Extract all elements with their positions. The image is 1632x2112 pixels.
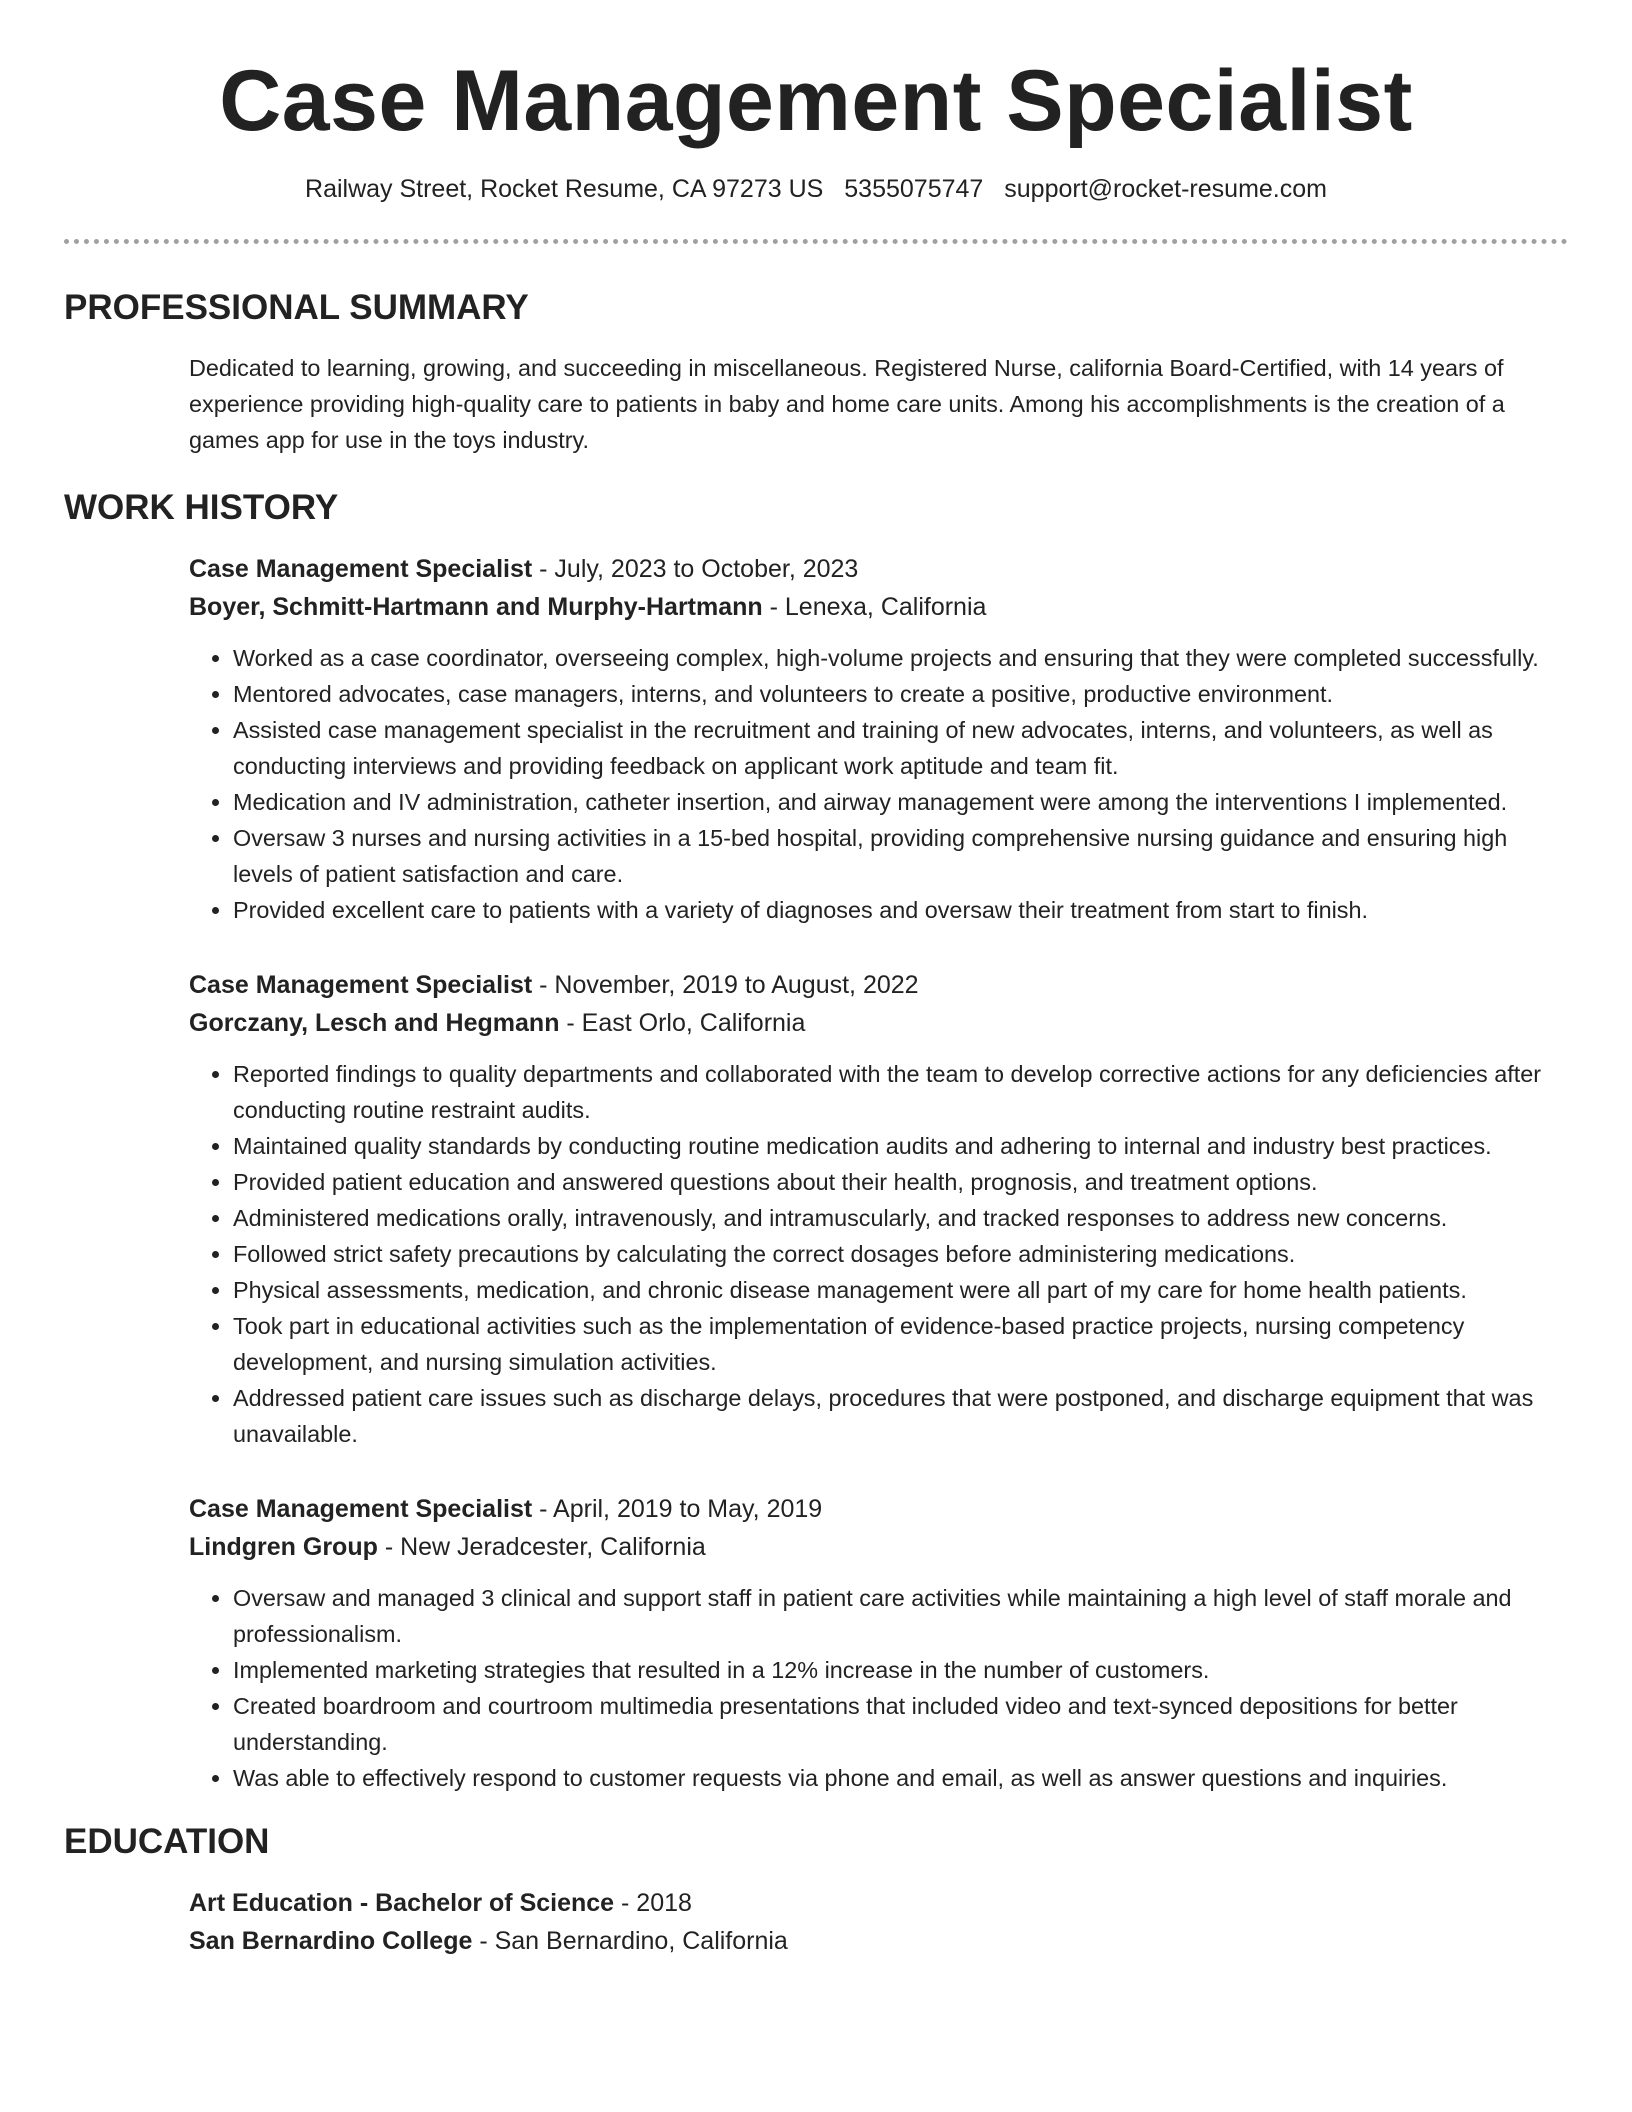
job-dates: - April, 2019 to May, 2019 xyxy=(532,1495,823,1524)
contact-email: support@rocket-resume.com xyxy=(1004,174,1327,203)
job-company-line xyxy=(189,1004,1568,1042)
education-location: - San Bernardino, California xyxy=(472,1927,788,1956)
job-bullet: • Took part in educational activities such as the implementation of evidence-based practice projects, nursing competency development, and nursing simulation activities. xyxy=(233,1308,1568,1380)
job-bullets xyxy=(189,1580,1568,1796)
job-dates: - July, 2023 to October, 2023 xyxy=(532,555,859,584)
job-bullet: • Followed strict safety precautions by calculating the correct dosages before administering medications. xyxy=(233,1236,1568,1272)
job-bullet: • Provided excellent care to patients with a variety of diagnoses and oversaw their treatment from start to finish. xyxy=(233,892,1568,928)
job-title-line xyxy=(189,966,1568,1004)
section-title-summary: PROFESSIONAL SUMMARY xyxy=(64,288,529,328)
contact-line xyxy=(64,173,1568,206)
job-bullet: • Created boardroom and courtroom multimedia presentations that included video and text-synced depositions for better understanding. xyxy=(233,1688,1568,1760)
job-entry xyxy=(189,966,1568,1452)
contact-phone: 5355075747 xyxy=(844,174,984,203)
education-degree-line xyxy=(189,1884,1568,1922)
job-title-line xyxy=(189,1490,1568,1528)
job-bullet: • Reported findings to quality departments and collaborated with the team to develop corrective actions for any deficiencies after conducting routine restraint audits. xyxy=(233,1056,1568,1128)
candidate-name: Case Management Specialist xyxy=(219,53,1413,149)
job-role: Case Management Specialist xyxy=(189,1495,533,1524)
job-bullet: • Addressed patient care issues such as discharge delays, procedures that were postponed, and discharge equipment that was unavailable. xyxy=(233,1380,1568,1452)
education-degree: Art Education - Bachelor of Science xyxy=(189,1889,615,1918)
job-company: Boyer, Schmitt-Hartmann and Murphy-Hartmann xyxy=(189,593,763,622)
section-education xyxy=(64,1822,1568,1960)
job-bullet: • Oversaw 3 nurses and nursing activities in a 15-bed hospital, providing comprehensive nursing guidance and ensuring high levels of patient satisfaction and care. xyxy=(233,820,1568,892)
job-dates: - November, 2019 to August, 2022 xyxy=(532,971,919,1000)
education-school: San Bernardino College xyxy=(189,1927,473,1956)
job-company-line xyxy=(189,588,1568,626)
job-bullet: • Worked as a case coordinator, overseeing complex, high-volume projects and ensuring that they were completed successfully. xyxy=(233,640,1568,676)
section-title-education: EDUCATION xyxy=(64,1822,270,1862)
resume-header xyxy=(64,0,1568,205)
job-role: Case Management Specialist xyxy=(189,555,533,584)
job-bullet: • Maintained quality standards by conducting routine medication audits and adhering to internal and industry best practices. xyxy=(233,1128,1568,1164)
summary-text: Dedicated to learning, growing, and succeeding in miscellaneous. Registered Nurse, california Board-Certified, with 14 years of experience providing high-quality care to patients in baby and home care units. Among his accomplishments is the creation of a games app for use in the toys industry. xyxy=(189,355,1505,454)
job-bullet: • Was able to effectively respond to customer requests via phone and email, as well as answer questions and inquiries. xyxy=(233,1760,1568,1796)
education-year: - 2018 xyxy=(614,1889,692,1918)
job-bullet: • Implemented marketing strategies that resulted in a 12% increase in the number of customers. xyxy=(233,1652,1568,1688)
job-bullet: • Assisted case management specialist in the recruitment and training of new advocates, interns, and volunteers, as well as conducting interviews and providing feedback on applicant work aptitude and team fit. xyxy=(233,712,1568,784)
job-location: - Lenexa, California xyxy=(762,593,987,622)
section-title-work: WORK HISTORY xyxy=(64,488,339,528)
job-bullet: • Medication and IV administration, catheter insertion, and airway management were among the interventions I implemented. xyxy=(233,784,1568,820)
job-bullet: • Mentored advocates, case managers, interns, and volunteers to create a positive, productive environment. xyxy=(233,676,1568,712)
job-company-line xyxy=(189,1528,1568,1566)
job-bullet: • Provided patient education and answered questions about their health, prognosis, and treatment options. xyxy=(233,1164,1568,1200)
education-entry xyxy=(189,1884,1568,1960)
job-company: Gorczany, Lesch and Hegmann xyxy=(189,1009,560,1038)
job-entry xyxy=(189,550,1568,928)
job-title-line xyxy=(189,550,1568,588)
job-company: Lindgren Group xyxy=(189,1533,378,1562)
education-school-line xyxy=(189,1922,1568,1960)
job-bullet: • Administered medications orally, intravenously, and intramuscularly, and tracked responses to address new concerns. xyxy=(233,1200,1568,1236)
job-bullets xyxy=(189,640,1568,928)
job-location: - East Orlo, California xyxy=(559,1009,806,1038)
job-bullet: • Oversaw and managed 3 clinical and support staff in patient care activities while maintaining a high level of staff morale and professionalism. xyxy=(233,1580,1568,1652)
job-bullets xyxy=(189,1056,1568,1452)
contact-address: Railway Street, Rocket Resume, CA 97273 US xyxy=(305,174,824,203)
job-entry xyxy=(189,1490,1568,1796)
header-divider xyxy=(64,239,1568,244)
job-role: Case Management Specialist xyxy=(189,971,533,1000)
section-professional-summary xyxy=(64,288,1568,458)
section-work-history xyxy=(64,488,1568,1796)
job-location: - New Jeradcester, California xyxy=(377,1533,706,1562)
job-bullet: • Physical assessments, medication, and chronic disease management were all part of my care for home health patients. xyxy=(233,1272,1568,1308)
